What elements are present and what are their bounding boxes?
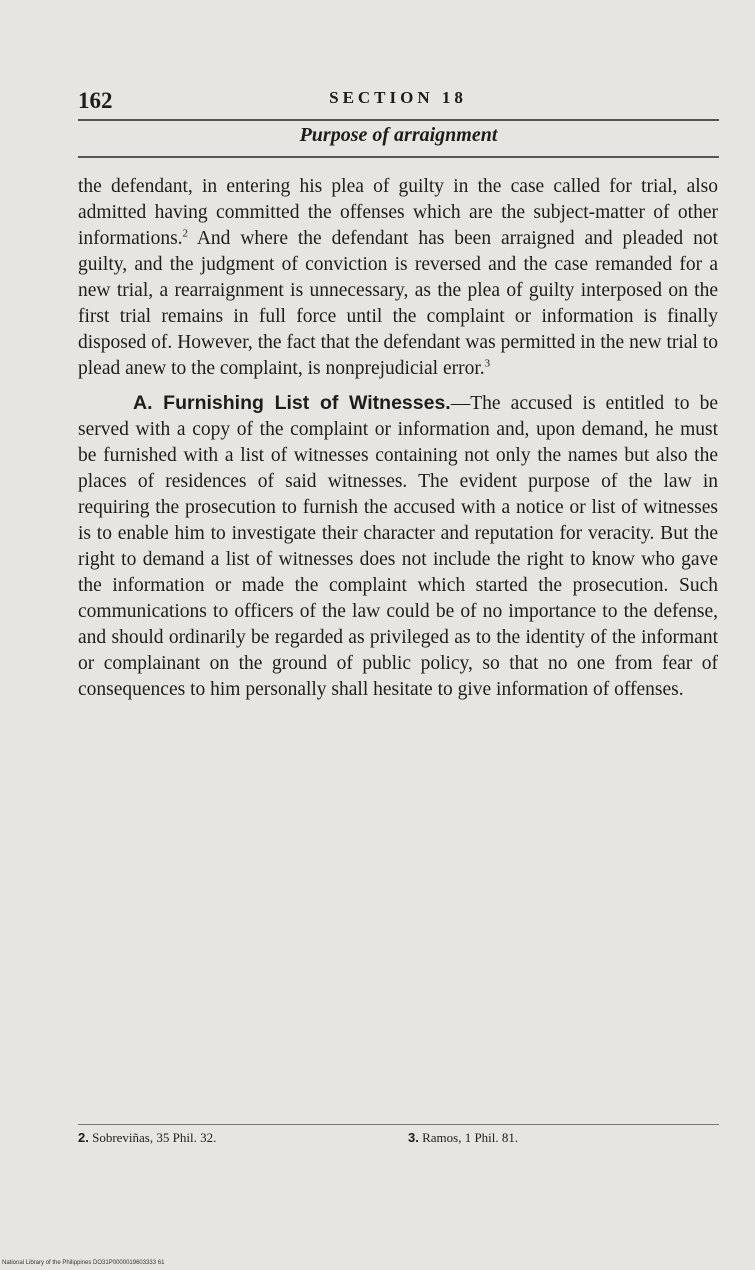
footnote-number: 3. — [408, 1130, 419, 1145]
running-subtitle: Purpose of arraignment — [299, 124, 498, 146]
paragraph-continued — [78, 174, 718, 382]
footnote — [78, 1130, 216, 1146]
page-header — [78, 84, 718, 120]
paragraph-witnesses — [78, 390, 718, 703]
body-text — [78, 174, 718, 703]
footnote-ref: 3 — [484, 357, 491, 370]
scan-credit: National Library of the Philippines DO31P0000019603333 61 — [2, 1260, 165, 1266]
footnote-rule — [78, 1124, 719, 1125]
footnote-ref: 2 — [182, 227, 189, 240]
paragraph-text: the defendant, in entering his plea of guilty in the case called for trial, also admitted having committed the offenses which are the subject-matter of other informations. — [78, 176, 718, 249]
section-heading: A. Furnishing List of Witnesses. — [133, 392, 451, 414]
paragraph-text: And where the defendant has been arraigned and pleaded not guilty, and the judgment of conviction is reversed and the case remanded for a new trial, a rearraignment is unnecessary, as the plea of guilty interposed on the first trial remains in full force until the complaint or information is finally disposed of. However, the fact that the defendant was permitted in the new trial to plead anew to the complaint, is nonprejudicial error. — [78, 228, 718, 379]
footnote-text: Ramos, 1 Phil. 81. — [418, 1130, 519, 1145]
page-number: 162 — [78, 88, 113, 113]
footnote-text: Sobreviñas, 35 Phil. 32. — [88, 1130, 217, 1145]
header-rule-bottom — [78, 156, 719, 158]
section-title: SECTION 18 — [329, 88, 467, 107]
paragraph-text: —The accused is entitled to be served with a copy of the complaint or information and, upon demand, he must be furnished with a list of witnesses containing not only the names but also the places of residences of said witnesses. The evident purpose of the law in requiring the prosecution to furnish the accused with a notice or list of witnesses is to enable him to investigate their character and reputation for veracity. But the right to demand a list of witnesses does not include the right to know who gave the information or made the complaint which started the prosecution. Such communications to officers of the law could be of no importance to the defense, and should ordinarily be regarded as privileged as to the identity of the informant or complainant on the ground of public policy, so that no one from fear of consequences to him personally shall hesitate to give information of offenses. — [78, 393, 718, 700]
header-rule-top — [78, 119, 719, 121]
footnote-number: 2. — [78, 1130, 89, 1145]
footnote — [408, 1130, 518, 1146]
